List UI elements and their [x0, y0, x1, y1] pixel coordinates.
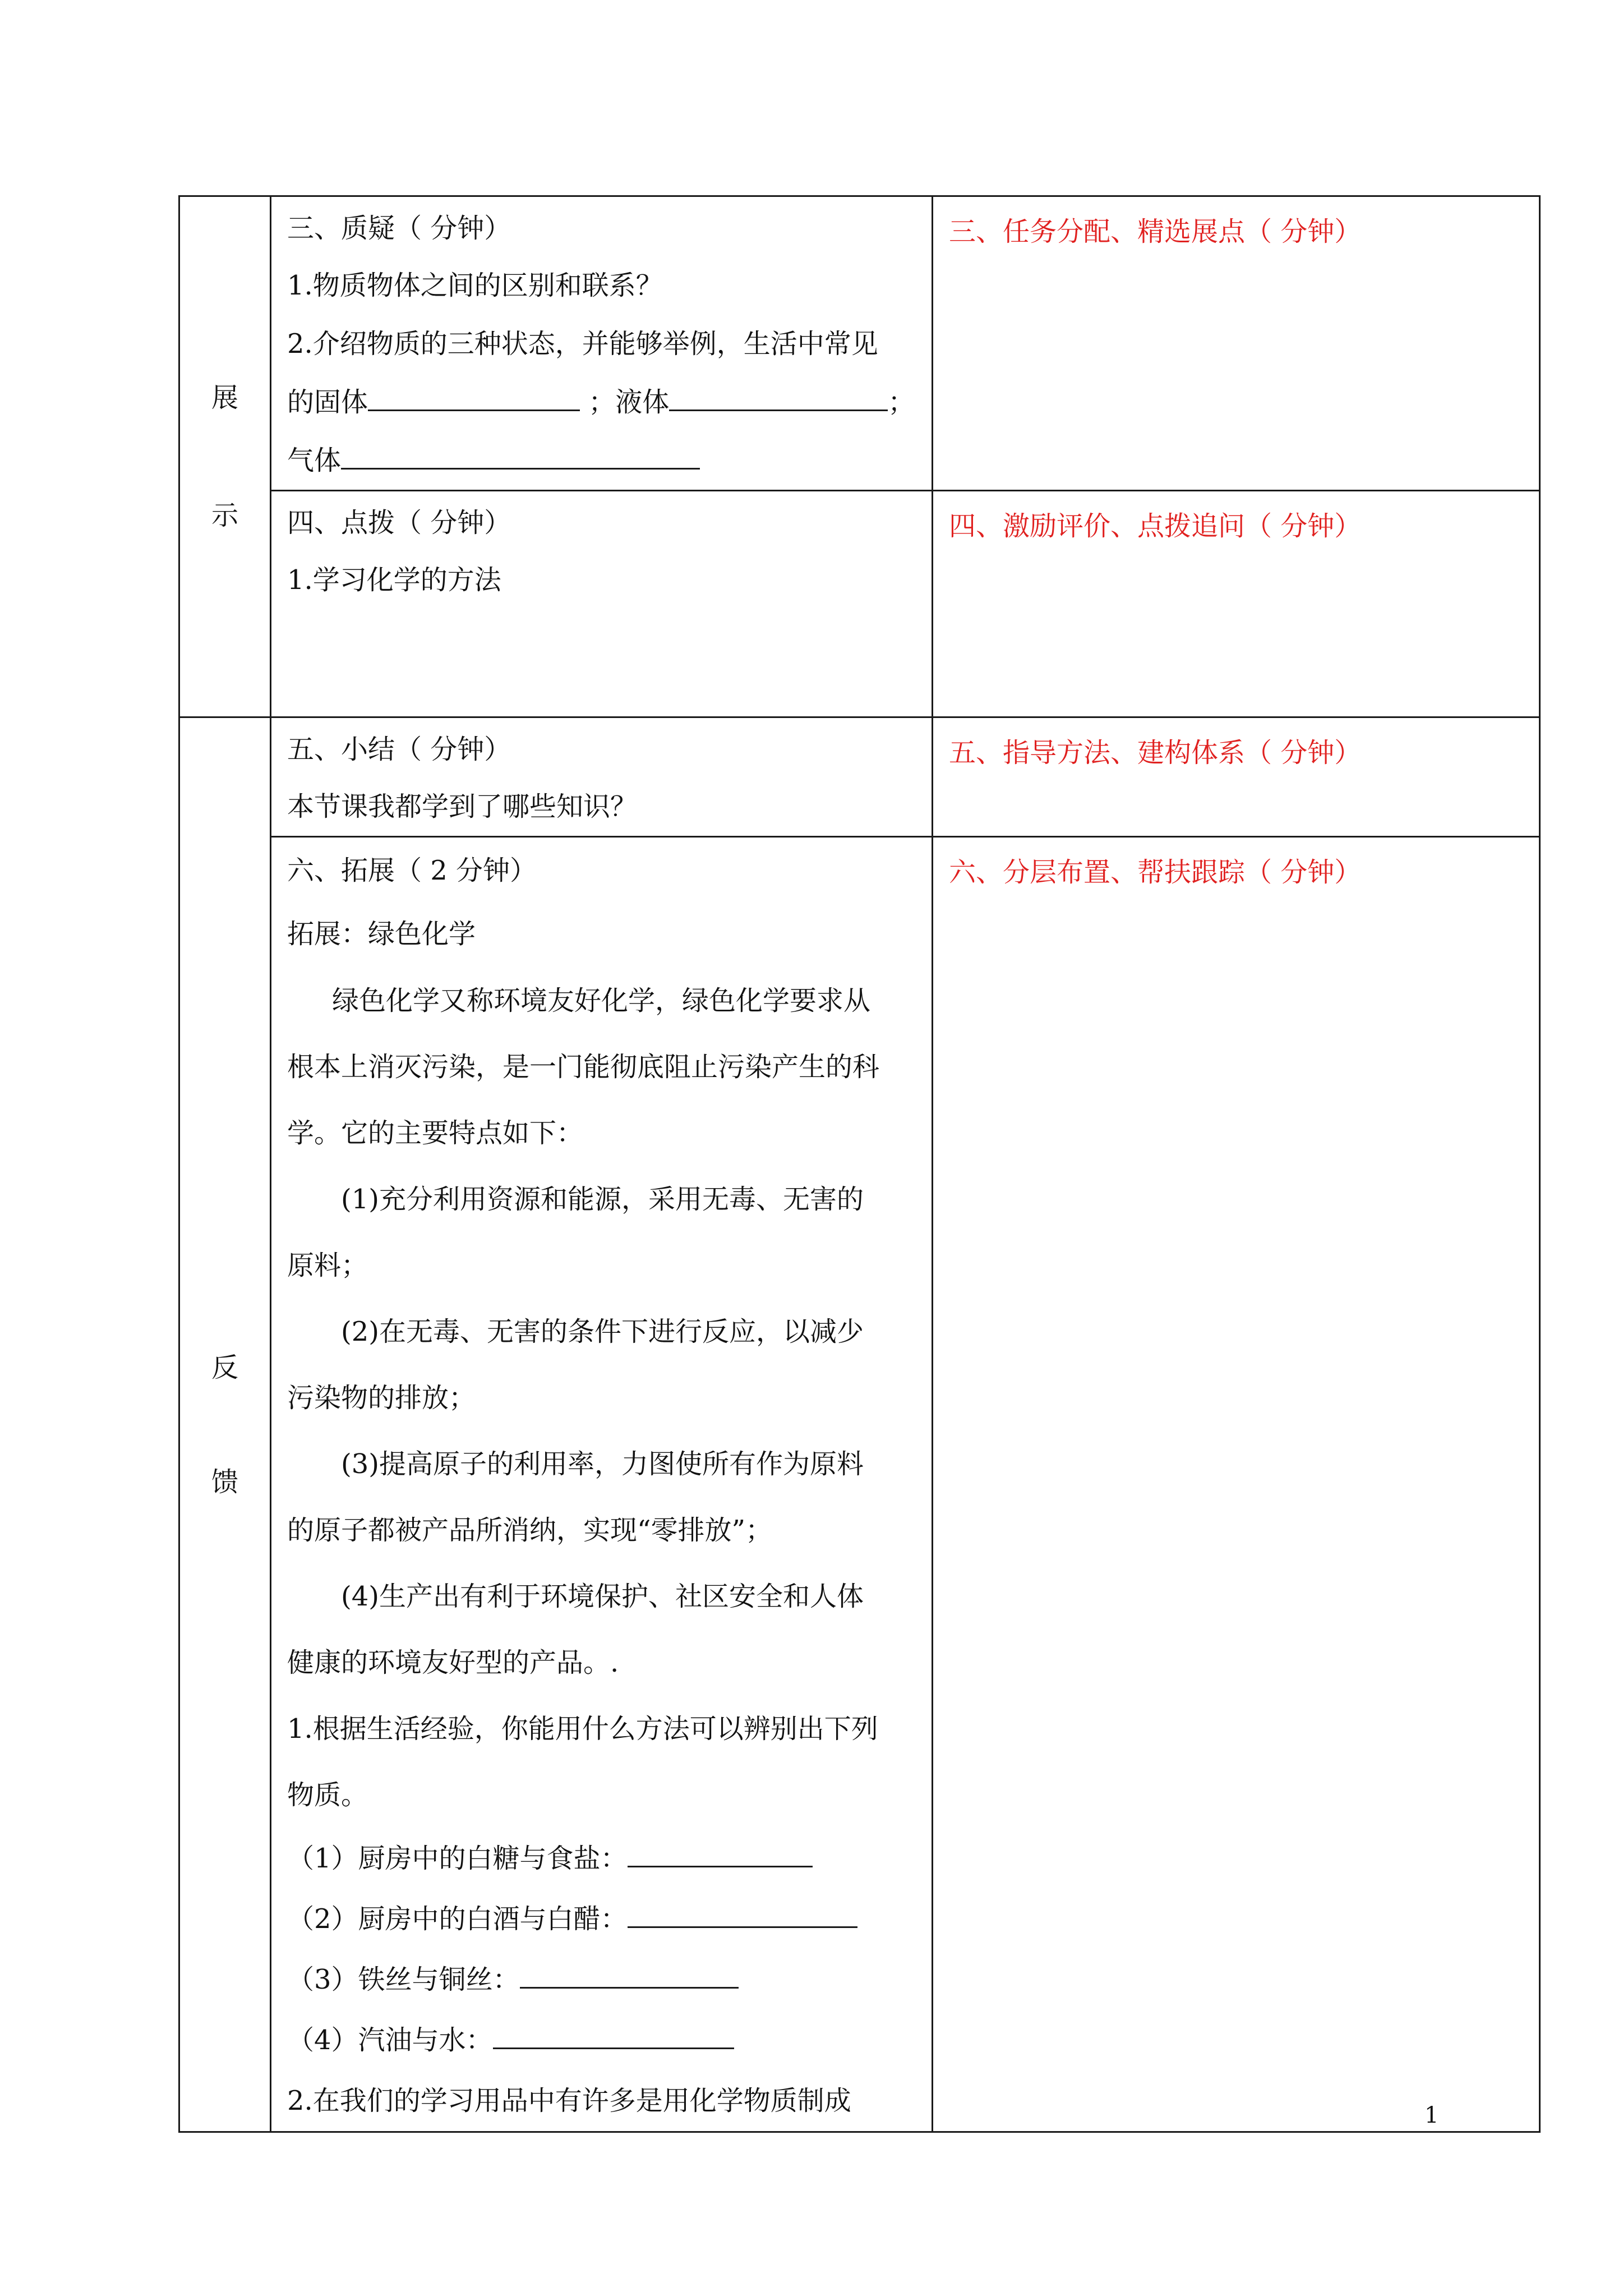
- side-char: 反: [211, 1351, 238, 1383]
- row-section3: [179, 196, 1540, 491]
- question-text: 1.根据生活经验，你能用什么方法可以辨别出下列: [287, 1713, 878, 1745]
- teacher-cell-section5: [933, 717, 1540, 837]
- section-heading: 三、质疑（ 分钟）: [287, 213, 511, 244]
- extension-title: 拓展：绿色化学: [287, 918, 476, 950]
- question-text: 物质。: [287, 1779, 368, 1811]
- row-section4: [179, 491, 1540, 717]
- teacher-cell-section6: [933, 837, 1540, 2132]
- liquid-blank[interactable]: [669, 387, 888, 411]
- feature-line: 污染物的排放；: [287, 1382, 476, 1414]
- side-label-feedback: [179, 717, 271, 2132]
- side-label-show: [179, 196, 271, 717]
- teacher-cell-section4: [933, 491, 1540, 717]
- paragraph-line: 绿色化学又称环境友好化学，绿色化学要求从: [332, 985, 871, 1016]
- teacher-heading: 三、任务分配、精选展点（ 分钟）: [949, 216, 1362, 247]
- student-cell-section3: [271, 196, 933, 491]
- side-char: 示: [211, 500, 238, 531]
- section-heading: 六、拓展（ 2 分钟）: [287, 855, 537, 886]
- gas-blank[interactable]: [341, 445, 700, 470]
- row-section5: [179, 717, 1540, 837]
- feature-line: 原料；: [287, 1250, 368, 1281]
- question-text: 2.在我们的学习用品中有许多是用化学物质制成: [287, 2085, 851, 2116]
- teacher-heading: 五、指导方法、建构体系（ 分钟）: [949, 737, 1362, 769]
- gas-label: 气体: [287, 445, 342, 476]
- feature-line: (2)在无毒、无害的条件下进行反应，以减少: [341, 1316, 864, 1347]
- lesson-table: [178, 195, 1541, 2133]
- sub-question: （3）铁丝与铜丝：: [287, 1964, 520, 1995]
- fill-line: [287, 431, 918, 490]
- fill-line: [287, 1889, 918, 1949]
- paragraph-line: 根本上消灭污染，是一门能彻底阻止污染产生的科: [287, 1051, 880, 1083]
- feature-line: 的原子都被产品所消纳，实现“零排放”；: [287, 1515, 773, 1546]
- section-heading: 五、小结（ 分钟）: [287, 734, 511, 765]
- answer-blank[interactable]: [628, 1843, 813, 1867]
- student-cell-section4: [271, 491, 933, 717]
- answer-blank[interactable]: [628, 1904, 857, 1928]
- solid-label: 的固体: [287, 386, 368, 418]
- semicolon: ；: [888, 386, 915, 418]
- question-text: 1.物质物体之间的区别和联系？: [287, 270, 663, 301]
- feature-line: 健康的环境友好型的产品。.: [287, 1647, 619, 1678]
- answer-blank[interactable]: [520, 1964, 739, 1989]
- fill-line: [287, 2010, 918, 2070]
- fill-line: [287, 1828, 918, 1889]
- section-heading: 四、点拨（ 分钟）: [287, 507, 511, 539]
- summary-text: 本节课我都学到了哪些知识？: [287, 791, 638, 822]
- sub-question: （2）厨房中的白酒与白醋：: [287, 1903, 628, 1935]
- teacher-heading: 四、激励评价、点拨追问（ 分钟）: [949, 510, 1362, 542]
- feature-line: (4)生产出有利于环境保护、社区安全和人体: [341, 1581, 864, 1612]
- page-number: 1: [1424, 2102, 1439, 2128]
- paragraph-line: 学。它的主要特点如下：: [287, 1117, 584, 1149]
- row-section6: [179, 837, 1540, 2132]
- feature-line: (3)提高原子的利用率，力图使所有作为原料: [341, 1448, 864, 1480]
- sub-question: （4）汽油与水：: [287, 2024, 493, 2056]
- item-text: 1.学习化学的方法: [287, 564, 501, 596]
- fill-line: [287, 1949, 918, 2010]
- student-cell-section5: [271, 717, 933, 837]
- teacher-heading: 六、分层布置、帮扶跟踪（ 分钟）: [949, 857, 1362, 888]
- feature-line: (1)充分利用资源和能源，采用无毒、无害的: [341, 1184, 864, 1215]
- question-text: 2.介绍物质的三种状态，并能够举例，生活中常见: [287, 328, 878, 360]
- sub-question: （1）厨房中的白糖与食盐：: [287, 1843, 628, 1874]
- side-char: 馈: [211, 1466, 238, 1498]
- side-char: 展: [211, 382, 238, 413]
- student-cell-section6: [271, 837, 933, 2132]
- solid-blank[interactable]: [368, 387, 580, 411]
- answer-blank[interactable]: [493, 2025, 734, 2049]
- liquid-label: ；液体: [588, 386, 670, 418]
- fill-line: [287, 373, 918, 431]
- teacher-cell-section3: [933, 196, 1540, 491]
